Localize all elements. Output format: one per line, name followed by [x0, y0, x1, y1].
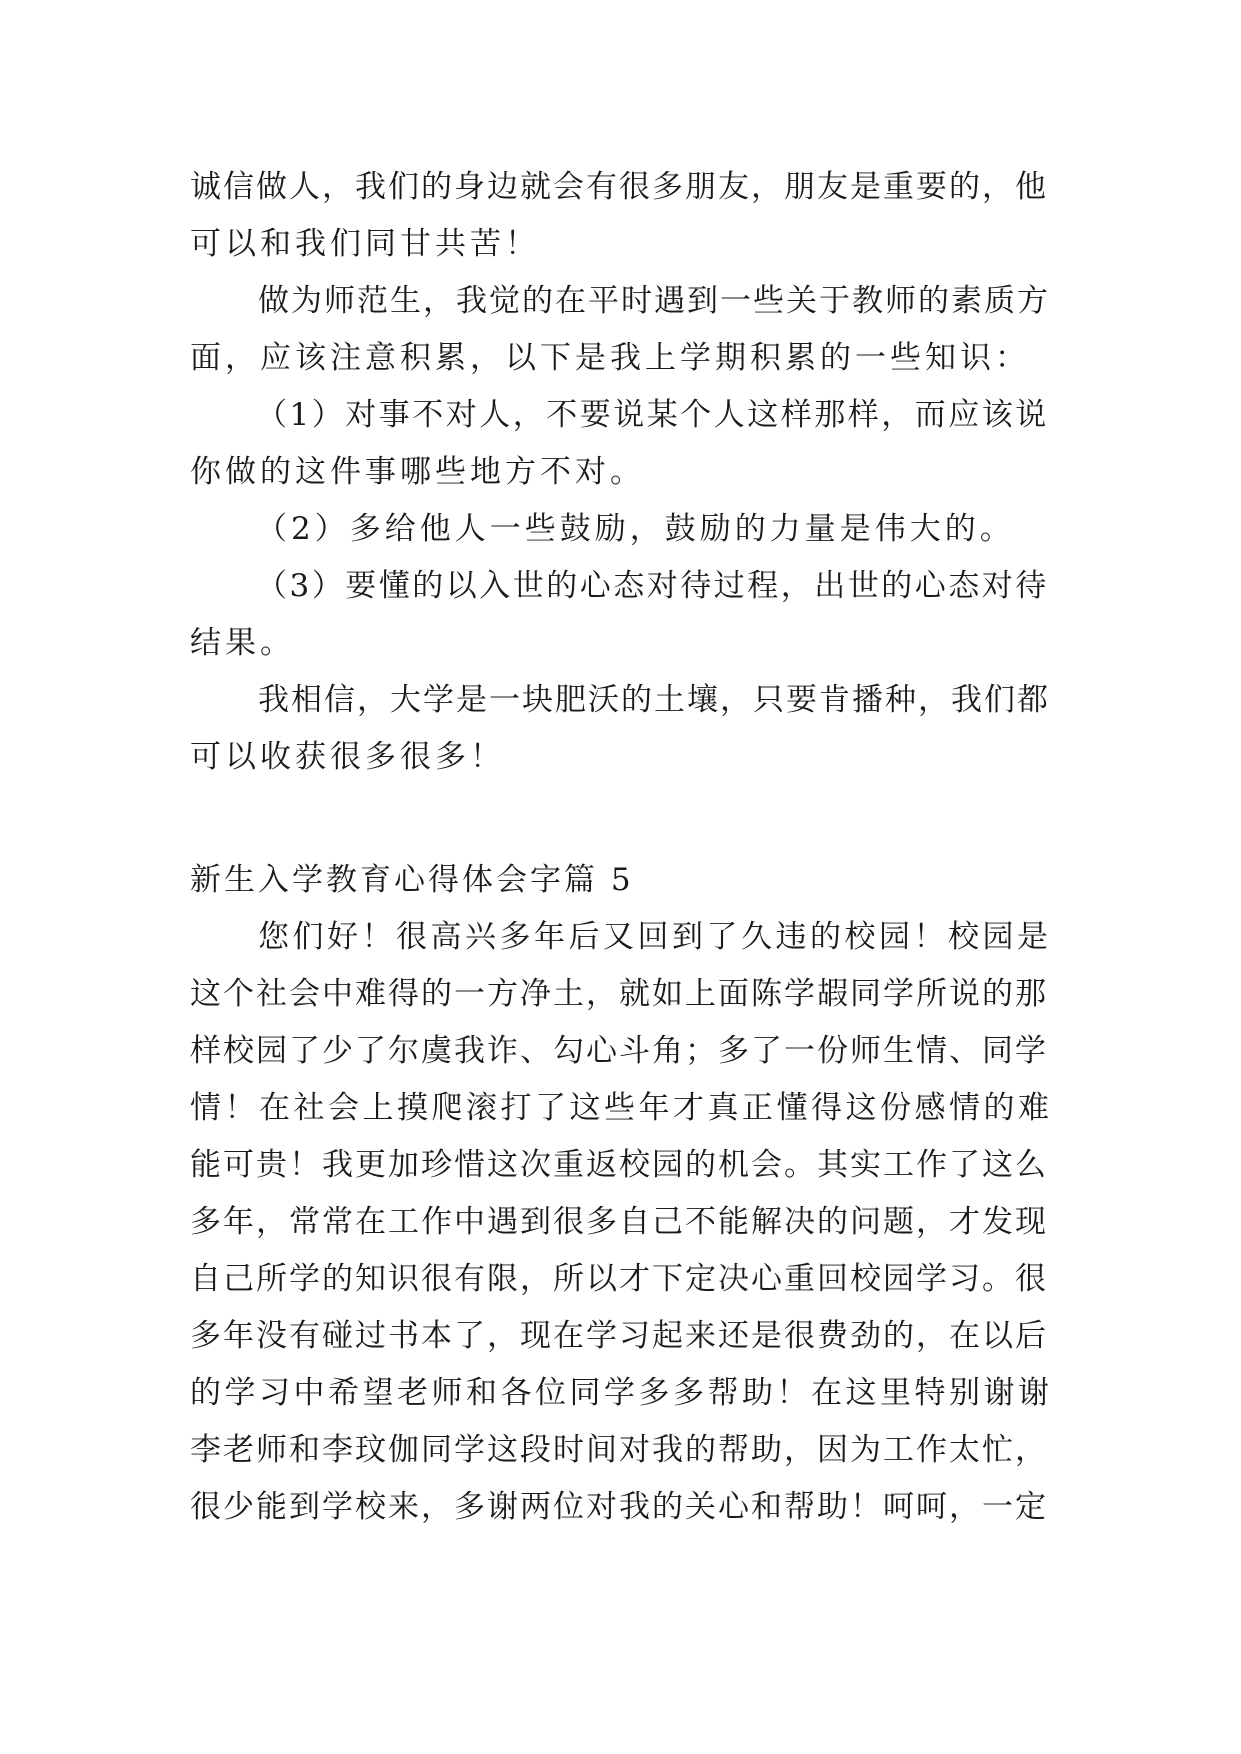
list-item-line: （1）对事不对人，不要说某个人这样那样，而应该说: [256, 397, 1049, 433]
paragraph-line: 您们好！很高兴多年后又回到了久违的校园！校园是: [258, 919, 1052, 955]
list-item-line: （2）多给他人一些鼓励，鼓励的力量是伟大的。: [256, 511, 1015, 547]
paragraph-line: 多年，常常在工作中遇到很多自己不能解决的问题，才发现: [190, 1204, 1048, 1240]
paragraph-line: 很少能到学校来，多谢两位对我的关心和帮助！呵呵，一定: [190, 1489, 1048, 1525]
paragraph-line: 我相信，大学是一块肥沃的土壤，只要肯播种，我们都: [258, 682, 1050, 718]
paragraph-line: 你做的这件事哪些地方不对。: [190, 454, 645, 490]
paragraph-line: 能可贵！我更加珍惜这次重返校园的机会。其实工作了这么: [190, 1147, 1048, 1183]
paragraph-line: 情！在社会上摸爬滚打了这些年才真正懂得这份感情的难: [190, 1090, 1053, 1126]
paragraph-line: 面，应该注意积累，以下是我上学期积累的一些知识：: [190, 340, 1030, 376]
paragraph-line: 可以和我们同甘共苦！: [190, 226, 540, 262]
paragraph-line: 样校园了少了尔虞我诈、勾心斗角；多了一份师生情、同学: [190, 1033, 1048, 1069]
paragraph-line: 结果。: [190, 625, 295, 661]
paragraph-line: 李老师和李玟伽同学这段时间对我的帮助，因为工作太忙，: [190, 1432, 1048, 1468]
paragraph-line: 可以收获很多很多！: [190, 739, 505, 775]
list-item-line: （3）要懂的以入世的心态对待过程，出世的心态对待: [256, 568, 1049, 604]
section-heading: 新生入学教育心得体会字篇 5: [190, 862, 634, 898]
paragraph-line: 诚信做人，我们的身边就会有很多朋友，朋友是重要的，他: [190, 169, 1048, 205]
paragraph-line: 多年没有碰过书本了，现在学习起来还是很费劲的，在以后: [190, 1318, 1048, 1354]
paragraph-line: 这个社会中难得的一方净土，就如上面陈学嘏同学所说的那: [190, 976, 1048, 1012]
paragraph-line: 做为师范生，我觉的在平时遇到一些关于教师的素质方: [258, 283, 1050, 319]
paragraph-line: 的学习中希望老师和各位同学多多帮助！在这里特别谢谢: [190, 1375, 1053, 1411]
paragraph-line: 自己所学的知识很有限，所以才下定决心重回校园学习。很: [190, 1261, 1048, 1297]
